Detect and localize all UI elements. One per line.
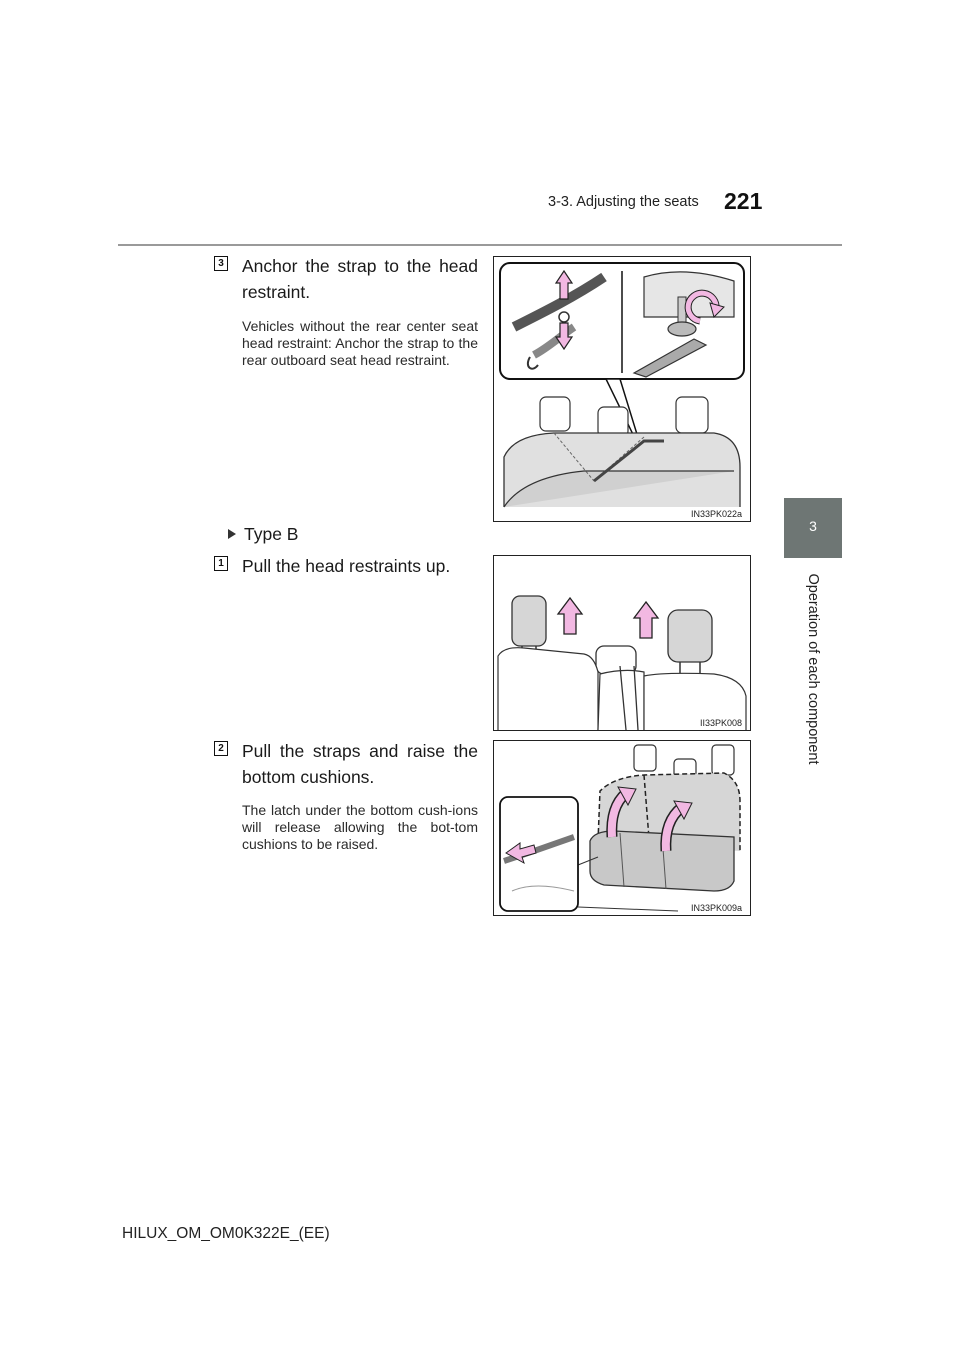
step-title: Pull the head restraints up. xyxy=(242,556,451,576)
step-marker: 1 xyxy=(214,556,228,571)
header-divider xyxy=(118,244,842,246)
illustration-head-restraints xyxy=(494,556,750,730)
document-id: HILUX_OM_OM0K322E_(EE) xyxy=(122,1225,330,1242)
figure-anchor-strap xyxy=(493,256,751,522)
triangle-bullet-icon xyxy=(228,529,236,539)
arrow-up-icon xyxy=(634,602,658,638)
chapter-title: Operation of each component xyxy=(805,573,821,765)
page-number: 221 xyxy=(724,188,763,214)
step-title: Pull the straps and raise the bottom cushions. xyxy=(242,741,478,787)
section-title: 3-3. Adjusting the seats xyxy=(548,194,699,210)
arrow-up-icon xyxy=(558,598,582,634)
chapter-tab xyxy=(784,498,842,558)
figure-code: IN33PK022a xyxy=(690,509,742,519)
figure-code: IN33PK009a xyxy=(690,903,742,913)
type-label-text: Type B xyxy=(244,524,299,544)
step-note: Vehicles without the rear center seat head restraint: Anchor the strap to the rear outboard seat head restraint. xyxy=(242,318,478,368)
step-marker: 3 xyxy=(214,256,228,271)
figure-head-restraints xyxy=(493,555,751,731)
chapter-title-vertical xyxy=(784,564,842,774)
chapter-number: 3 xyxy=(809,518,817,534)
step-marker: 2 xyxy=(214,741,228,756)
illustration-raise-cushions xyxy=(494,741,750,915)
step-note: The latch under the bottom cush-ions will release allowing the bot-tom cushions to be raised. xyxy=(242,802,478,852)
figure-code: II33PK008 xyxy=(699,718,742,728)
step-title: Anchor the strap to the head restraint. xyxy=(242,256,478,302)
figure-raise-cushions xyxy=(493,740,751,916)
type-label xyxy=(228,524,298,545)
illustration-anchor-strap xyxy=(494,257,750,521)
